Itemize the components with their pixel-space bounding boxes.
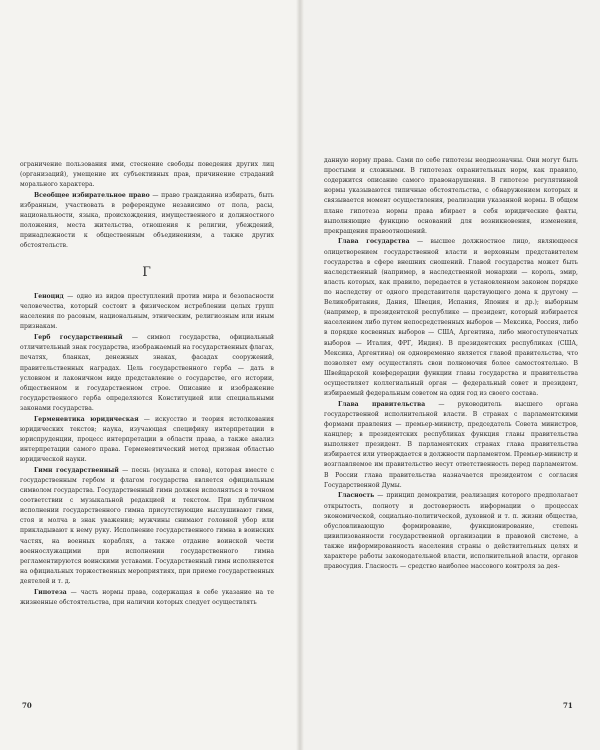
entry-paragraph <box>20 588 274 608</box>
right-column <box>324 156 578 572</box>
entry-term: Герменевтика юридическая <box>34 415 139 423</box>
entry-term: Геноцид <box>34 293 64 301</box>
entry-term: Глава правительства <box>338 400 426 408</box>
entry-text: — принцип демократии, реализация которого предполагает открытость, полноту и достоверность информации о процессах экономической, социально-политической, духовной и т. п. жизни общества, обусловливающую формирование, функционирование, степень цивилизованности государственной организации в правовой системе, а также информированность населения страны о действительных целях и характере работы законодательной власти, исполнительной власти, органов правосудия. Гласность — средство наиболее массового контроля за дея- <box>324 492 578 571</box>
entry-text: — высшее должностное лицо, являющееся олицетворением государственной власти и верховным представителем государства в сфере внешних сношений. Главой государства может быть наследственный (например, в наследственной монархии — король, эмир, власть которых, как правило, передается в установленном законом порядке по наследству от одного представителя царствующего дома к другому — Великобритания, Дания, Швеция, Испания, Япония и др.); выборным (например, в президентской республике — президент, который избирается населением либо путем непосредственных выборов — Мексика, Россия, либо в порядке косвенных выборов — США, Аргентина, либо многоступенчатых выборов — Италия, ФРГ, Индия). В президентских республиках (США, Мексика, Аргентина) он одновременно является главой правительства, что позволяет ему осуществлять свои полномочия более самостоятельно. В Швейцарской конфедерации функции главы государства и правительства осуществляет коллегиальный орган — федеральный совет и президент, избираемый федеральным советом на один год из своего состава. <box>324 238 578 398</box>
left-column <box>20 160 274 608</box>
entry-paragraph <box>324 400 578 491</box>
page-number-left: 70 <box>22 701 32 710</box>
entry-text: — искусство и теория истолкования юридических текстов; наука, изучающая специфику интерпретации в юриспруденции, процесс интерпретации в области права, а также анализ интерпретации самого права. Герменевтический метод признан областью юридической науки. <box>20 415 274 464</box>
entry-text: — одно из видов преступлений против мира и безопасности человечества, который состоит в физическом истреблении целых групп населения по расовым, национальным, этническим, религиозным или иным признакам. <box>20 293 274 331</box>
entry-term: Гимн государственный <box>34 466 119 474</box>
entry-term: Глава государства <box>338 238 410 246</box>
entry-paragraph <box>20 191 274 252</box>
entry-text: — право гражданина избирать, быть избранным, участвовать в референдуме независимо от пола, расы, национальности, языка, происхождения, имущественного и должностного положения, места жительства, отношения к религии, убеждений, принадлежности к общественным объединениям, а также других обстоятельств. <box>20 191 274 250</box>
entry-paragraph <box>324 491 578 572</box>
entry-text: — символ государства, официальный отличительный знак государства, изображаемый на государственных флагах, печатях, бланках, денежных знаках, фасадах сооружений, правительственных наградах. Цель государственного герба — дать в условном и лаконичном виде представление о государстве, его истории, общественном и государственном строе. Описание и изображение государственного герба определяются Конституцией или специальными законами государства. <box>20 334 274 412</box>
entry-term: Всеобщее избирательное право <box>34 191 150 199</box>
section-letter: Г <box>142 264 152 280</box>
entry-paragraph <box>20 466 274 587</box>
entry-paragraph <box>324 237 578 399</box>
entry-text: — часть нормы права, содержащая в себе указание на те жизненные обстоятельства, при наличии которых следует осуществлять <box>20 588 274 606</box>
book-gutter <box>296 0 304 750</box>
entry-text: — руководитель высшего органа государственной исполнительной власти. В странах с парламентскими формами правления — премьер-министр, председатель Совета министров, канцлер; в президентских республиках функция главы правительства выполняет президент. В парламентских странах глава правительства избирается или утверждается в должности парламентом. Премьер-министр и возглавляемое им правительство несут ответственность перед парламентом. В России глава правительства назначается президентом с согласия Государственной Думы. <box>324 400 578 489</box>
entry-text: — песнь (музыка и слова), которая вместе с государственным гербом и флагом государства является официальным символом государства. Государственный гимн должен исполняться в точном соответствии с музыкальной редакцией и текстом. При публичном исполнении государственного гимна присутствующие выслушивают гимн, стоя и молча в знак уважения; мужчины снимают головной убор или прикладывают к нему руку. Исполнение государственного гимна в воинских частях, на военных кораблях, а также отдание воинской чести военнослужащими при исполнении государственного гимна регламентируются воинскими уставами. Государственный гимн исполняется на официальных торжественных мероприятиях, при приеме государственных деятелей и т. д. <box>20 466 274 585</box>
page-number-right: 71 <box>563 701 573 710</box>
entry-paragraph <box>20 415 274 466</box>
entry-paragraph <box>20 333 274 414</box>
entry-paragraph <box>20 292 274 332</box>
continuation-paragraph: данную норму права. Сами по себе гипотезы неоднозначны. Они могут быть простыми и сложными. В гипотезах охранительных норм, как правило, содержится описание самого правонарушения. В гипотезе регулятивной нормы указываются типичные обстоятельства, с обнаружением которых и связывается момент осуществления, реализации указанной нормы. В общем плане гипотеза нормы права вбирает в себя юридические факты, выполняющие функцию оснований для возникновения, изменения, прекращения правоотношений. <box>324 157 578 235</box>
entry-term: Гипотеза <box>34 588 67 596</box>
entry-term: Герб государственный <box>34 334 123 342</box>
entry-term: Гласность <box>338 492 375 500</box>
intro-paragraph: ограничение пользования ими, стеснение свободы поведения других лиц (организаций), умещение их субъективных прав, причинение страданий морального характера. <box>20 161 274 189</box>
